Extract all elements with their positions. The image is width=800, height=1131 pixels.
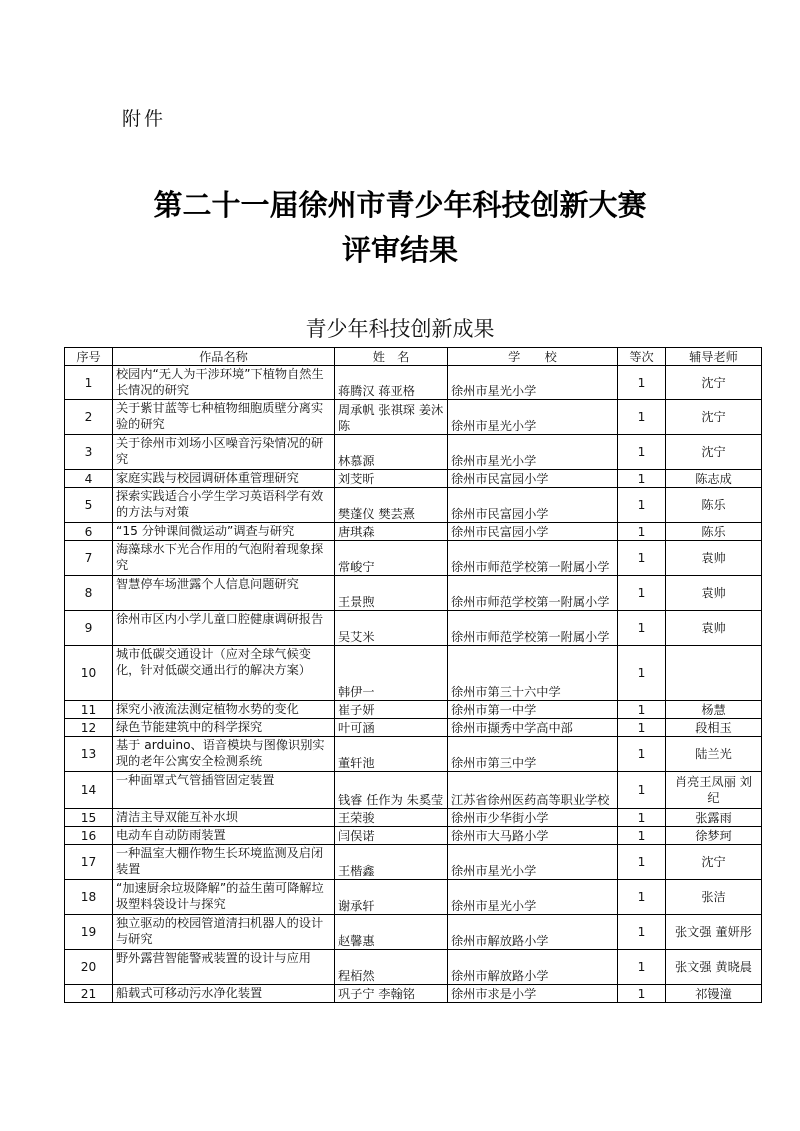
school-name: 徐州市少华街小学 (448, 809, 618, 827)
work-title: 清洁主导双能互补水坝 (113, 809, 335, 827)
school-name: 徐州市第三中学 (448, 737, 618, 772)
table-row (65, 400, 762, 435)
work-title: 电动车自动防雨装置 (113, 827, 335, 845)
teacher-names: 杨慧 (666, 701, 762, 719)
grade: 1 (618, 611, 666, 646)
table-row (65, 950, 762, 985)
row-number: 19 (65, 915, 113, 950)
teacher-names: 沈宁 (666, 435, 762, 470)
row-number: 10 (65, 646, 113, 701)
attachment-label: 附件 (122, 108, 167, 130)
student-names: 董轩池 (335, 737, 448, 772)
grade: 1 (618, 880, 666, 915)
school-name: 徐州市第一中学 (448, 701, 618, 719)
teacher-names: 段相玉 (666, 719, 762, 737)
school-name: 徐州市星光小学 (448, 400, 618, 435)
student-names: 崔子妍 (335, 701, 448, 719)
student-names: 程栢然 (335, 950, 448, 985)
row-number: 16 (65, 827, 113, 845)
grade: 1 (618, 435, 666, 470)
table-row (65, 880, 762, 915)
row-number: 7 (65, 541, 113, 576)
student-names: 巩子宁 李翰铭 (335, 985, 448, 1003)
table-row (65, 772, 762, 809)
teacher-names: 张文强 黄晓晨 (666, 950, 762, 985)
school-name: 徐州市第三十六中学 (448, 646, 618, 701)
row-number: 3 (65, 435, 113, 470)
table-row (65, 845, 762, 880)
teacher-names: 袁帅 (666, 541, 762, 576)
row-number: 12 (65, 719, 113, 737)
table-row (65, 488, 762, 523)
student-names: 闫俣诺 (335, 827, 448, 845)
student-names: 王荣骏 (335, 809, 448, 827)
table-row (65, 541, 762, 576)
results-table (64, 347, 762, 1003)
work-title: 城市低碳交通设计（应对全球气候变化，针对低碳交通出行的解决方案） (113, 646, 335, 701)
work-title: 基于 arduino、语音模块与图像识别实现的老年公寓安全检测系统 (113, 737, 335, 772)
student-names: 叶可涵 (335, 719, 448, 737)
teacher-names: 祁镘潼 (666, 985, 762, 1003)
school-name: 徐州市大马路小学 (448, 827, 618, 845)
table-row (65, 701, 762, 719)
student-names: 常峻宁 (335, 541, 448, 576)
work-title: 关于紫甘蓝等七种植物细胞质壁分离实验的研究 (113, 400, 335, 435)
student-names: 蒋腾汉 蒋亚格 (335, 366, 448, 400)
school-name: 徐州市师范学校第一附属小学 (448, 541, 618, 576)
row-number: 4 (65, 470, 113, 488)
student-names: 唐琪森 (335, 523, 448, 541)
row-number: 15 (65, 809, 113, 827)
student-names: 谢承轩 (335, 880, 448, 915)
student-names: 王景煦 (335, 576, 448, 611)
row-number: 9 (65, 611, 113, 646)
student-names: 赵馨惠 (335, 915, 448, 950)
table-row (65, 435, 762, 470)
grade: 1 (618, 915, 666, 950)
row-number: 1 (65, 366, 113, 400)
teacher-names: 张露雨 (666, 809, 762, 827)
student-names: 刘芠昕 (335, 470, 448, 488)
teacher-names: 沈宁 (666, 400, 762, 435)
student-names: 林慕源 (335, 435, 448, 470)
work-title: 野外露营智能警戒装置的设计与应用 (113, 950, 335, 985)
school-name: 徐州市民富园小学 (448, 488, 618, 523)
grade: 1 (618, 488, 666, 523)
table-row (65, 523, 762, 541)
header-teacher: 辅导老师 (666, 348, 762, 366)
teacher-names: 陈志成 (666, 470, 762, 488)
grade: 1 (618, 827, 666, 845)
teacher-names: 陈乐 (666, 523, 762, 541)
table-row (65, 576, 762, 611)
row-number: 2 (65, 400, 113, 435)
row-number: 11 (65, 701, 113, 719)
school-name: 徐州市星光小学 (448, 435, 618, 470)
work-title: 关于徐州市刘场小区噪音污染情况的研究 (113, 435, 335, 470)
work-title: 智慧停车场泄露个人信息问题研究 (113, 576, 335, 611)
grade: 1 (618, 845, 666, 880)
teacher-names: 肖亮王凤丽 刘纪 (666, 772, 762, 809)
table-row (65, 985, 762, 1003)
teacher-names: 张洁 (666, 880, 762, 915)
work-title: 校园内“无人为干涉环境”下植物自然生长情况的研究 (113, 366, 335, 400)
school-name: 徐州市求是小学 (448, 985, 618, 1003)
header-number: 序号 (65, 348, 113, 366)
work-title: 一种温室大棚作物生长环境监测及启闭装置 (113, 845, 335, 880)
grade: 1 (618, 523, 666, 541)
school-name: 徐州市师范学校第一附属小学 (448, 576, 618, 611)
school-name: 江苏省徐州医药高等职业学校 (448, 772, 618, 809)
work-title: 船载式可移动污水净化装置 (113, 985, 335, 1003)
grade: 1 (618, 985, 666, 1003)
row-number: 13 (65, 737, 113, 772)
work-title: 探究小液流法测定植物水势的变化 (113, 701, 335, 719)
grade: 1 (618, 541, 666, 576)
grade: 1 (618, 366, 666, 400)
grade: 1 (618, 400, 666, 435)
header-name: 姓 名 (335, 348, 448, 366)
teacher-names: 袁帅 (666, 576, 762, 611)
work-title: 家庭实践与校园调研体重管理研究 (113, 470, 335, 488)
school-name: 徐州市民富园小学 (448, 470, 618, 488)
header-school: 学 校 (448, 348, 618, 366)
row-number: 17 (65, 845, 113, 880)
row-number: 6 (65, 523, 113, 541)
work-title: 海藻球水下光合作用的气泡附着现象探究 (113, 541, 335, 576)
student-names: 钱睿 任作为 朱奚莹 (335, 772, 448, 809)
school-name: 徐州市解放路小学 (448, 915, 618, 950)
table-row (65, 611, 762, 646)
school-name: 徐州市师范学校第一附属小学 (448, 611, 618, 646)
grade: 1 (618, 719, 666, 737)
grade: 1 (618, 772, 666, 809)
student-names: 王楷鑫 (335, 845, 448, 880)
school-name: 徐州市解放路小学 (448, 950, 618, 985)
teacher-names: 袁帅 (666, 611, 762, 646)
row-number: 5 (65, 488, 113, 523)
table-row (65, 646, 762, 701)
student-names: 吴艾米 (335, 611, 448, 646)
work-title: 探索实践适合小学生学习英语科学有效的方法与对策 (113, 488, 335, 523)
grade: 1 (618, 646, 666, 701)
grade: 1 (618, 470, 666, 488)
school-name: 徐州市星光小学 (448, 366, 618, 400)
school-name: 徐州市民富园小学 (448, 523, 618, 541)
page-title: 第二十一届徐州市青少年科技创新大赛 (153, 188, 647, 222)
table-row (65, 470, 762, 488)
grade: 1 (618, 809, 666, 827)
student-names: 周承帆 张祺琛 姜沐陈 (335, 400, 448, 435)
work-title: 独立驱动的校园管道清扫机器人的设计与研究 (113, 915, 335, 950)
table-row (65, 366, 762, 400)
teacher-names: 陆兰光 (666, 737, 762, 772)
row-number: 8 (65, 576, 113, 611)
table-row (65, 737, 762, 772)
student-names: 韩伊一 (335, 646, 448, 701)
teacher-names: 沈宁 (666, 845, 762, 880)
school-name: 徐州市撷秀中学高中部 (448, 719, 618, 737)
row-number: 18 (65, 880, 113, 915)
student-names: 樊蓬仪 樊芸熹 (335, 488, 448, 523)
grade: 1 (618, 737, 666, 772)
work-title: 绿色节能建筑中的科学探究 (113, 719, 335, 737)
row-number: 21 (65, 985, 113, 1003)
work-title: 一种面罩式气管插管固定装置 (113, 772, 335, 809)
row-number: 14 (65, 772, 113, 809)
work-title: “加速厨余垃圾降解”的益生菌可降解垃圾塑料袋设计与探究 (113, 880, 335, 915)
table-header-row (65, 348, 762, 366)
grade: 1 (618, 701, 666, 719)
table-row (65, 719, 762, 737)
section-subtitle: 青少年科技创新成果 (305, 317, 495, 341)
header-work-title: 作品名称 (113, 348, 335, 366)
work-title: “15 分钟课间微运动”调查与研究 (113, 523, 335, 541)
work-title: 徐州市区内小学儿童口腔健康调研报告 (113, 611, 335, 646)
teacher-names: 徐梦珂 (666, 827, 762, 845)
teacher-names: 张文强 董妍彤 (666, 915, 762, 950)
row-number: 20 (65, 950, 113, 985)
school-name: 徐州市星光小学 (448, 880, 618, 915)
grade: 1 (618, 576, 666, 611)
table-row (65, 915, 762, 950)
school-name: 徐州市星光小学 (448, 845, 618, 880)
page-title-line2: 评审结果 (341, 233, 458, 267)
header-grade: 等次 (618, 348, 666, 366)
teacher-names: 陈乐 (666, 488, 762, 523)
table-row (65, 827, 762, 845)
table-row (65, 809, 762, 827)
grade: 1 (618, 950, 666, 985)
teacher-names (666, 646, 762, 701)
teacher-names: 沈宁 (666, 366, 762, 400)
